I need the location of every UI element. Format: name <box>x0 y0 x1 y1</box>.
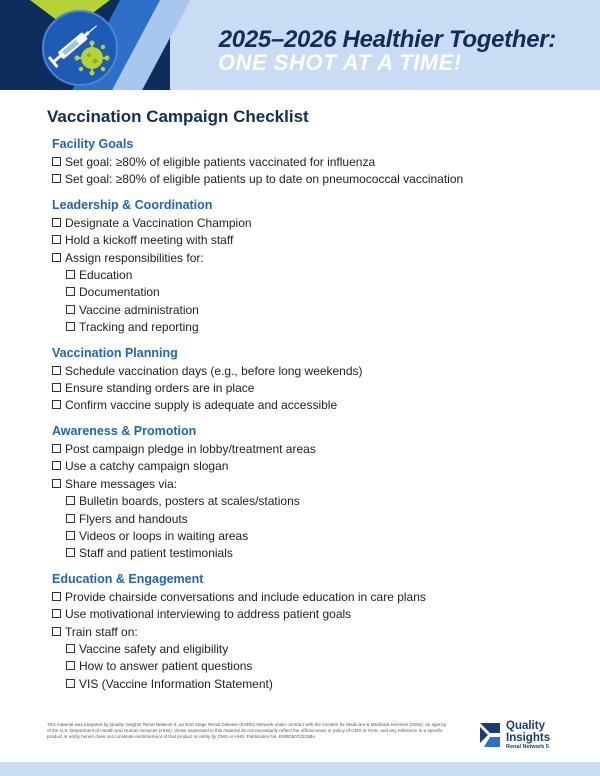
checklist-item-text: Confirm vaccine supply is adequate and accessible <box>65 398 338 413</box>
logo-mark-icon <box>478 721 502 749</box>
checklist-item-text: Share messages via: <box>65 476 178 491</box>
checklist-subitem <box>52 319 572 336</box>
checklist-subitem <box>52 511 572 528</box>
checkbox[interactable] <box>52 157 61 166</box>
section-heading: Education & Engagement <box>52 571 204 586</box>
syringe-virus-icon <box>42 10 118 86</box>
checkbox[interactable] <box>66 514 75 523</box>
checklist-item <box>52 171 572 188</box>
checkbox[interactable] <box>52 235 61 244</box>
checklist-item-text: Use a catchy campaign slogan <box>65 459 229 474</box>
checklist-item-text: Education <box>79 268 133 283</box>
footer-bar <box>0 762 600 776</box>
checkbox[interactable] <box>52 479 61 488</box>
checkbox[interactable] <box>52 218 61 227</box>
checklist-item-text: Train staff on: <box>65 624 138 639</box>
checklist-item <box>52 397 572 414</box>
checkbox[interactable] <box>66 548 75 557</box>
checklist-item-text: How to answer patient questions <box>79 659 253 674</box>
checkbox[interactable] <box>52 400 61 409</box>
checklist-subitem <box>52 528 572 545</box>
checklist-item <box>52 589 572 606</box>
checklist-item-text: Hold a kickoff meeting with staff <box>65 233 234 248</box>
checklist-item <box>52 232 572 249</box>
checklist-item <box>52 624 572 641</box>
checklist-item-text: Schedule vaccination days (e.g., before long weekends) <box>65 363 363 378</box>
checklist-item-text: Designate a Vaccination Champion <box>65 215 252 230</box>
checklist-item-text: Provide chairside conversations and include education in care plans <box>65 589 426 604</box>
checklist-section <box>52 572 572 693</box>
checklist-item-text: Vaccine administration <box>79 302 199 317</box>
section-heading: Vaccination Planning <box>52 345 178 360</box>
section-heading: Leadership & Coordination <box>52 197 213 212</box>
checkbox[interactable] <box>66 679 75 688</box>
checklist-item-text: Staff and patient testimonials <box>79 546 233 561</box>
checkbox[interactable] <box>66 644 75 653</box>
checkbox[interactable] <box>66 496 75 505</box>
logo-name-line2: Insights <box>506 732 551 744</box>
checklist-item-text: Videos or loops in waiting areas <box>79 528 249 543</box>
checklist-item-text: Set goal: ≥80% of eligible patients up to date on pneumococcal vaccination <box>65 172 464 187</box>
checkbox[interactable] <box>52 592 61 601</box>
checklist-subitem <box>52 302 572 319</box>
checklist-item <box>52 458 572 475</box>
checklist-subitem <box>52 267 572 284</box>
checklist-subitem <box>52 658 572 675</box>
checklist-item-text: Flyers and handouts <box>79 511 188 526</box>
checklist-item-text: Bulletin boards, posters at scales/stations <box>79 494 300 509</box>
checklist-item <box>52 363 572 380</box>
checkbox[interactable] <box>52 253 61 262</box>
checklist-section <box>52 424 572 563</box>
page-title: Vaccination Campaign Checklist <box>47 107 309 126</box>
checklist-item <box>52 154 572 171</box>
checkbox[interactable] <box>66 305 75 314</box>
checkbox[interactable] <box>66 270 75 279</box>
logo-name <box>506 720 550 744</box>
footer-disclaimer: This material was prepared by Quality Insights Renal Network 5, an End Stage Renal Disease (ESRD) Network under contract with the Centers for Medicare & Medicaid Services (CMS), an agency of the U.S. Department of Health and Human Services (HHS). Views expressed in this material do not necessarily reflect the official views or policy of CMS or HHS, and any reference to a specific product or entity herein does not constitute endorsement of that product or entity by CMS or HHS. Publication No. ESRD5072225Bv. <box>47 722 447 740</box>
quality-insights-logo <box>478 719 568 753</box>
checklist-section <box>52 198 572 337</box>
checklist-content <box>52 134 572 702</box>
checkbox[interactable] <box>66 287 75 296</box>
header-banner <box>0 0 600 90</box>
checkbox[interactable] <box>66 322 75 331</box>
checklist-item-text: Assign responsibilities for: <box>65 250 204 265</box>
checkbox[interactable] <box>52 627 61 636</box>
section-heading: Awareness & Promotion <box>52 423 197 438</box>
checkbox[interactable] <box>66 531 75 540</box>
checkbox[interactable] <box>52 444 61 453</box>
checkbox[interactable] <box>52 174 61 183</box>
checklist-subitem <box>52 676 572 693</box>
checklist-item-text: Post campaign pledge in lobby/treatment areas <box>65 441 316 456</box>
checkbox[interactable] <box>66 661 75 670</box>
banner-subtitle: ONE SHOT AT A TIME! <box>218 50 462 75</box>
checklist-item <box>52 215 572 232</box>
checklist-item <box>52 380 572 397</box>
checklist-item-text: VIS (Vaccine Information Statement) <box>79 676 273 691</box>
checklist-item <box>52 250 572 267</box>
checklist-item-text: Ensure standing orders are in place <box>65 381 255 396</box>
checklist-subitem <box>52 284 572 301</box>
checkbox[interactable] <box>52 609 61 618</box>
section-heading: Facility Goals <box>52 137 134 151</box>
logo-name-line1: Quality <box>506 720 545 732</box>
checklist-item-text: Tracking and reporting <box>79 320 199 335</box>
checklist-item <box>52 476 572 493</box>
banner-title: 2025–2026 Healthier Together: <box>218 26 556 53</box>
checkbox[interactable] <box>52 461 61 470</box>
checkbox[interactable] <box>52 366 61 375</box>
checklist-section <box>52 137 572 189</box>
checklist-item-text: Set goal: ≥80% of eligible patients vaccinated for influenza <box>65 155 376 169</box>
checkbox[interactable] <box>52 383 61 392</box>
checklist-subitem <box>52 493 572 510</box>
checklist-item-text: Use motivational interviewing to address patient goals <box>65 607 352 622</box>
checklist-item-text: Documentation <box>79 285 160 300</box>
checklist-item <box>52 606 572 623</box>
checklist-section <box>52 346 572 415</box>
checklist-item <box>52 441 572 458</box>
checklist-item-text: Vaccine safety and eligibility <box>79 641 229 656</box>
checklist-subitem <box>52 545 572 562</box>
logo-network: Renal Network 5 <box>506 744 549 750</box>
checklist-subitem <box>52 641 572 658</box>
